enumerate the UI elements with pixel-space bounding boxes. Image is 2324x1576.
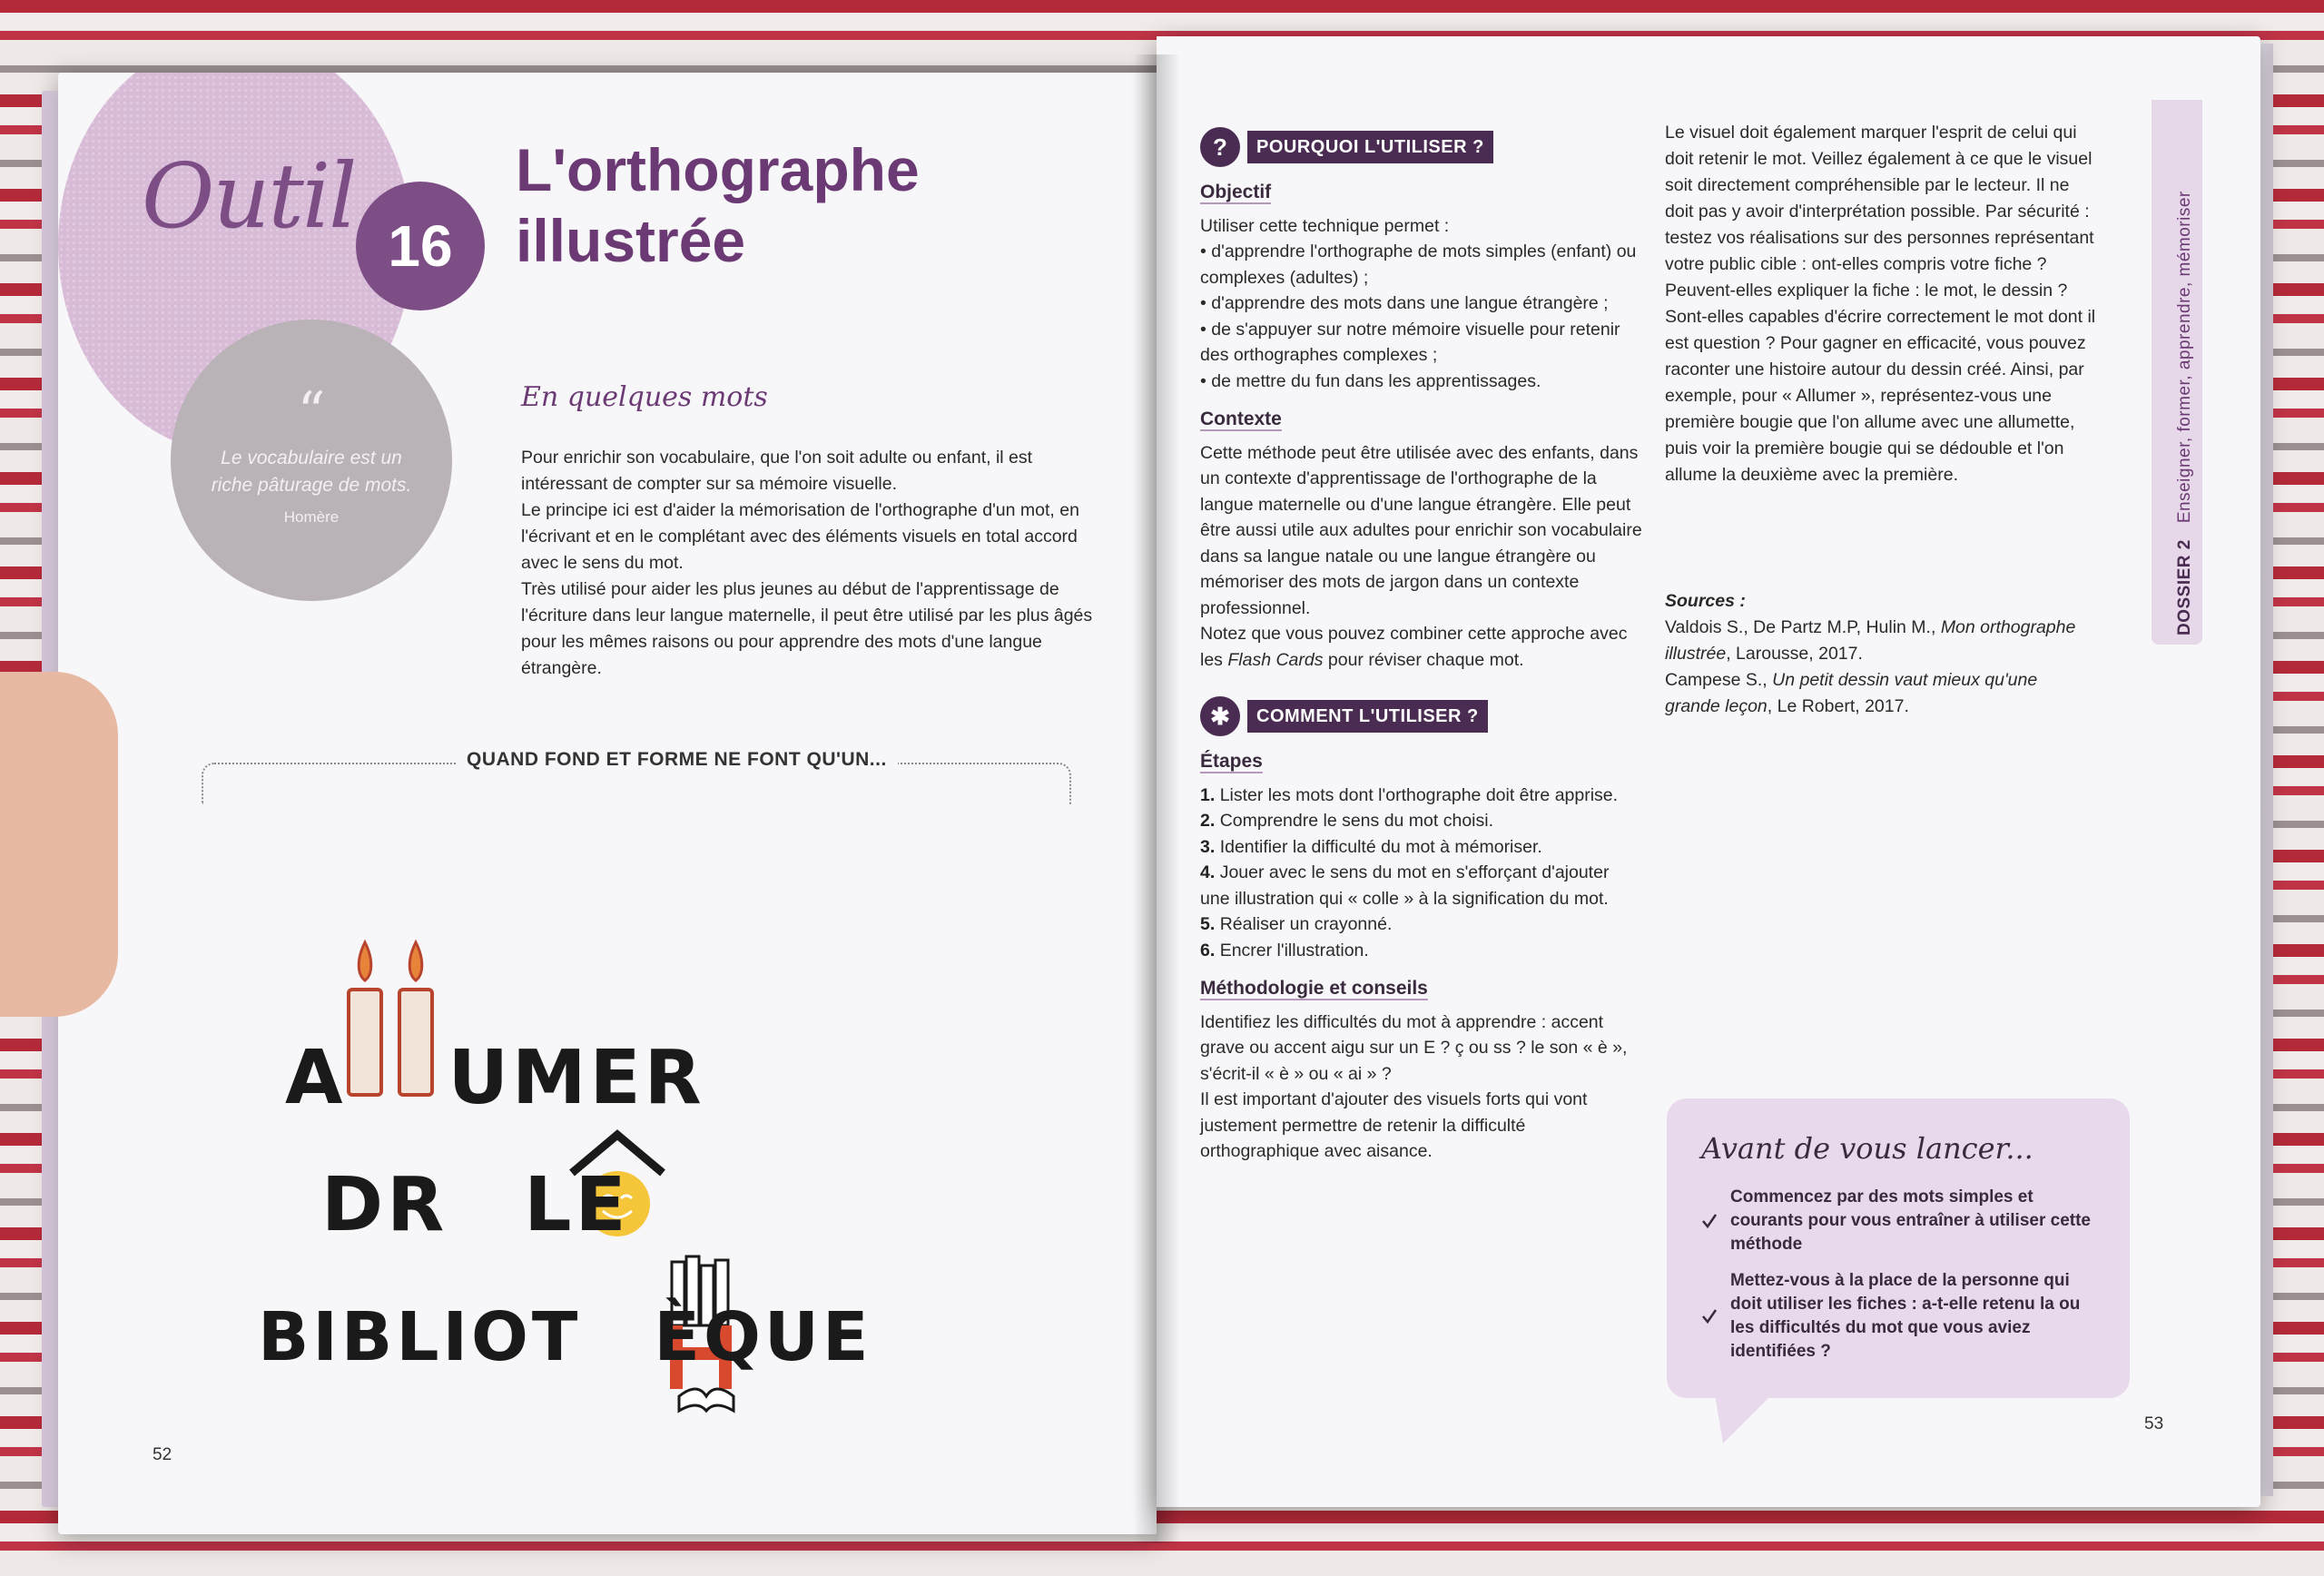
left-page (58, 73, 1157, 1534)
contexte-heading: Contexte (1200, 409, 1282, 429)
step-text: Lister les mots dont l'orthographe doit être apprise. (1219, 784, 1619, 805)
right-column-1 (1200, 127, 1643, 1165)
source-item (1665, 667, 2097, 720)
objectif-heading: Objectif (1200, 182, 1272, 202)
holding-thumb (0, 672, 118, 1017)
gear-icon: ✱ (1200, 696, 1240, 736)
speech-tail-icon (1714, 1389, 1777, 1443)
etapes-heading: Étapes (1200, 751, 1263, 772)
book-title: Mon orthographe illustrée (1665, 617, 2076, 664)
example-word-part: BIBLIOT (258, 1298, 582, 1376)
question-icon: ? (1200, 127, 1240, 167)
title-line-2: illustrée (516, 207, 746, 274)
text-span: Valdois S., De Partz M.P, Hulin M., (1665, 617, 1941, 637)
example-word-part: UMER (448, 1035, 705, 1121)
example-word-part: LE (524, 1162, 630, 1248)
check-icon (1701, 1186, 1718, 1256)
quote-mark-icon: “ (297, 380, 326, 444)
section-header-why (1200, 127, 1643, 167)
objectif-line: • d'apprendre des mots dans une langue étrangère ; (1200, 293, 1609, 313)
list-item (1200, 938, 1643, 964)
section-label: COMMENT L'UTILISER ? (1247, 700, 1488, 734)
right-column-2 (1665, 120, 2097, 720)
tip-text: Commencez par des mots simples et courants pour vous entraîner à utiliser cette méthode (1730, 1187, 2091, 1254)
text-span: Campese S., (1665, 670, 1773, 690)
step-number: 6. (1200, 940, 1216, 960)
example-word-part: DR (321, 1162, 448, 1248)
step-text: Identifier la difficulté du mot à mémoriser. (1219, 836, 1542, 857)
list-item (1701, 1186, 2095, 1256)
list-item (1701, 1269, 2095, 1364)
step-number: 3. (1200, 836, 1216, 857)
section-label: POURQUOI L'UTILISER ? (1247, 131, 1493, 164)
tip-box (1667, 1098, 2130, 1398)
intro-paragraph: Pour enrichir son vocabulaire, que l'on soit adulte ou enfant, il est intéressant de compter sur sa mémoire visuelle. (521, 448, 1033, 494)
methodo-paragraph: Identifiez les difficultés du mot à apprendre : accent grave ou accent aigu sur un E ? ç ou ss ? le son « è », s'écrit-il « è » ou « ai » ? (1200, 1011, 1628, 1084)
page-number-right: 53 (2144, 1414, 2164, 1433)
banner-text: QUAND FOND ET FORME NE FONT QU'UN... (456, 749, 898, 771)
list-item (1200, 808, 1643, 834)
objectif-line: • de mettre du fun dans les apprentissages. (1200, 370, 1541, 391)
source-item (1665, 615, 2097, 667)
list-item (1200, 834, 1643, 861)
book-title: Un petit dessin vaut mieux qu'une grande leçon (1665, 670, 2038, 716)
sources-heading: Sources : (1665, 591, 1746, 611)
step-text: Comprendre le sens du mot choisi. (1219, 811, 1493, 831)
tip-title: Avant de vous lancer... (1701, 1131, 2034, 1166)
chapter-title: Enseigner, former, apprendre, mémoriser (2175, 191, 2194, 524)
objectif-line: • d'apprendre l'orthographe de mots simples (enfant) ou complexes (adultes) ; (1200, 241, 1637, 288)
methodo-paragraph: Il est important d'ajouter des visuels forts qui vont justement permettre de retenir la difficulté orthographique avec aisance. (1200, 1089, 1588, 1161)
col2-paragraph: Le visuel doit également marquer l'esprit de celui qui doit retenir le mot. Veillez également à ce que le visuel soit directement compréhensible par le lecteur. Il ne doit pas y avoir d'interprétation possible. Par sécurité : testez vos réalisations sur des personnes représentant votre public cible : ont-elles compris votre fiche ? Peuvent-elles expliquer la fiche : le mot, le dessin ? Sont-elles capables d'écrire correctement le mot dont il est question ? Pour gagner en efficacité, vous pouvez raconter une histoire autour du dessin créé. Ainsi, par exemple, pour « Allumer », représentez-vous une première bougie que l'on allume avec une allumette, puis voir la première bougie qui se dédouble et l'on allume la deuxième avec la première. (1665, 123, 2096, 485)
right-page (1157, 36, 2260, 1507)
dossier-label: DOSSIER 2 (2175, 539, 2194, 635)
text-span: , Le Robert, 2017. (1767, 696, 1909, 716)
example-word-part: ÈQUE (654, 1298, 872, 1376)
page-title (516, 134, 1097, 276)
example-word-allumer (285, 1035, 705, 1121)
step-number: 2. (1200, 811, 1216, 831)
steps-list (1200, 783, 1643, 964)
section-subtitle: En quelques mots (521, 381, 768, 413)
section-header-how (1200, 696, 1643, 736)
tip-text: Mettez-vous à la place de la personne qui doit utiliser les fiches : a-t-elle retenu la ou les difficultés du mot que vous aviez identifiées ? (1730, 1271, 2081, 1361)
text-span: pour réviser chaque mot. (1323, 649, 1524, 670)
title-line-1: L'orthographe (516, 136, 920, 203)
step-number: 4. (1200, 862, 1216, 882)
quote-circle (171, 320, 452, 601)
tool-label: Outil (142, 145, 356, 249)
example-word-drole (321, 1162, 629, 1248)
methodo-heading: Méthodologie et conseils (1200, 978, 1428, 999)
step-text: Encrer l'illustration. (1219, 940, 1369, 960)
list-item (1200, 783, 1643, 809)
contexte-text: Cette méthode peut être utilisée avec des enfants, dans un contexte d'apprentissage de l'orthographe de la langue maternelle ou d'une langue étrangère. Elle peut être aussi utile aux adultes pour enrichir son vocabulaire dans sa langue natale ou une langue étrangère ou mémoriser des mots de jargon dans un contexte professionnel. (1200, 442, 1642, 618)
examples-banner (202, 749, 1071, 804)
step-text: Jouer avec le sens du mot en s'efforçant d'ajouter une illustration qui « colle » à la signification du mot. (1200, 862, 1610, 909)
contexte-text-2 (1200, 621, 1643, 673)
text-span: Notez que vous pouvez combiner cette approche avec les (1200, 624, 1628, 670)
quote-author: Homère (283, 508, 340, 526)
example-word-bibliotheque (258, 1298, 872, 1376)
chapter-tab-label (2175, 191, 2195, 635)
step-number: 1. (1200, 784, 1216, 805)
example-word-part: A (285, 1035, 347, 1121)
objectif-line: • de s'appuyer sur notre mémoire visuelle pour retenir des orthographes complexes ; (1200, 319, 1620, 365)
step-number: 5. (1200, 914, 1216, 934)
quote-text: Le vocabulaire est un riche pâturage de mots. (211, 448, 412, 496)
check-icon (1701, 1269, 1718, 1364)
intro-paragraph: Le principe ici est d'aider la mémorisation de l'orthographe d'un mot, en l'écrivant et en le complétant avec des éléments visuels en total accord avec le sens du mot. (521, 500, 1079, 573)
flash-cards-term: Flash Cards (1227, 649, 1324, 670)
step-text: Réaliser un crayonné. (1219, 914, 1393, 934)
list-item (1200, 860, 1643, 911)
text-span: , Larousse, 2017. (1726, 644, 1863, 664)
intro-text (521, 445, 1115, 682)
tool-number-badge: 16 (356, 182, 485, 310)
intro-paragraph: Très utilisé pour aider les plus jeunes au début de l'apprentissage de l'écriture dans leur langue maternelle, il peut être utilisé par les plus âgés pour les mêmes raisons ou pour apprendre des mots d'une langue étrangère. (521, 579, 1093, 678)
objectif-line: Utiliser cette technique permet : (1200, 215, 1450, 236)
page-number-left: 52 (153, 1445, 172, 1464)
list-item (1200, 911, 1643, 938)
